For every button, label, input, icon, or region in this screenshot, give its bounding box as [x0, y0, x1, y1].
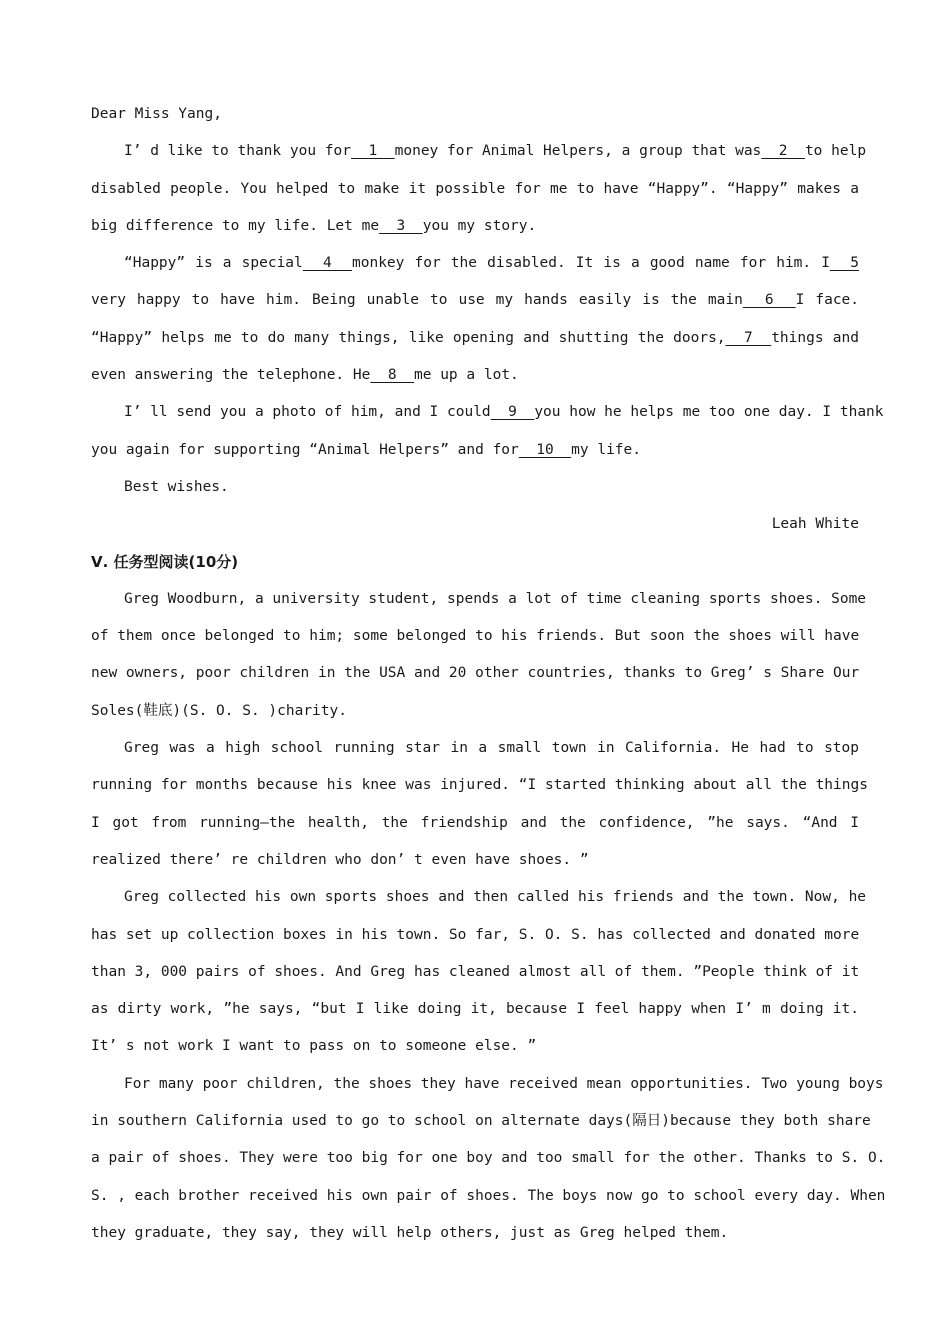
letter-paragraph-1-line-1 [91, 133, 867, 170]
blank-9: 9 [490, 404, 535, 421]
letter-paragraph-3-line-2 [91, 432, 859, 469]
passage-paragraph-1-line: new owners, poor children in the USA and 20 other countries, thanks to Greg’ s Share Our [91, 665, 860, 682]
text-span: you my story. [422, 217, 537, 234]
text-span: you how he helps me too one day. I thank [534, 404, 884, 421]
text-span: money for Animal Helpers, a group that was [394, 143, 762, 160]
text-span: my life. [571, 441, 641, 458]
blank-5: 5 [830, 255, 859, 272]
passage-paragraph-2-line: realized there’ re children who don’ t even have shoes. ” [91, 851, 589, 868]
passage-paragraph-3-line: has set up collection boxes in his town. So far, S. O. S. has collected and donated more [91, 926, 860, 943]
letter-paragraph-2-line-1 [91, 245, 859, 282]
passage-paragraph-1-line: of them once belonged to him; some belonged to his friends. But soon the shoes will have [91, 628, 860, 645]
passage-paragraph-2-line: Greg was a high school running star in a small town in California. He had to stop [124, 740, 859, 757]
blank-2: 2 [761, 143, 805, 160]
text-span: you again for supporting “Animal Helpers” and for [91, 441, 519, 458]
blank-7: 7 [725, 329, 772, 346]
passage-paragraph-4-line: For many poor children, the shoes they have received mean opportunities. Two young boys [124, 1075, 884, 1092]
document-page [91, 96, 886, 1252]
text-span: I’ ll send you a photo of him, and I could [124, 404, 491, 421]
passage-paragraph-3-line: It’ s not work I want to pass on to someone else. ” [91, 1038, 537, 1055]
blank-3: 3 [379, 217, 423, 234]
text-span: things and [771, 329, 859, 346]
text-span: big difference to my life. Let me [91, 217, 380, 234]
text-span: very happy to have him. Being unable to use my hands easily is the main [91, 292, 743, 309]
passage-paragraph-4-line: S. , each brother received his own pair of shoes. The boys now go to school every day. When [91, 1187, 886, 1204]
text-span: I face. [795, 292, 860, 309]
blank-1: 1 [350, 143, 395, 160]
section-title: Ⅴ. 任务型阅读(10分) [91, 552, 239, 571]
text-span: even answering the telephone. He [91, 367, 371, 384]
passage-paragraph-4-line: in southern California used to go to school on alternate days(隔日)because they both share [91, 1113, 871, 1130]
letter-paragraph-2-line-3 [91, 320, 859, 357]
letter-paragraph-1-line-3 [91, 208, 859, 245]
letter-paragraph-2-line-4 [91, 357, 859, 394]
passage-paragraph-4-line: a pair of shoes. They were too big for one boy and too small for the other. Thanks to S. O. [91, 1150, 886, 1167]
letter-paragraph-3-line-1 [91, 394, 884, 431]
blank-6: 6 [742, 292, 796, 309]
letter-greeting: Dear Miss Yang, [91, 106, 222, 122]
letter-paragraph-2-line-2 [91, 282, 859, 319]
text-span: “Happy” is a special [124, 255, 303, 272]
text-span: I’ d like to thank you for [124, 143, 351, 160]
blank-10: 10 [518, 441, 572, 458]
passage-paragraph-1-line: Soles(鞋底)(S. O. S. )charity. [91, 702, 347, 719]
passage-paragraph-1-line: Greg Woodburn, a university student, spends a lot of time cleaning sports shoes. Some [124, 590, 867, 607]
passage-paragraph-3-line: than 3, 000 pairs of shoes. And Greg has cleaned almost all of them. ”People think of it [91, 963, 860, 980]
text-span: monkey for the disabled. It is a good name for him. I [352, 255, 830, 272]
blank-4: 4 [302, 255, 352, 272]
passage-paragraph-2-line: running for months because his knee was injured. “I started thinking about all the things [91, 777, 868, 794]
letter-closing: Best wishes. [124, 478, 229, 495]
letter-paragraph-1-line-2: disabled people. You helped to make it possible for me to have “Happy”. “Happy” makes a [91, 180, 859, 197]
passage-paragraph-3-line: as dirty work, ”he says, “but I like doing it, because I feel happy when I’ m doing it. [91, 1001, 859, 1018]
letter-signature: Leah White [771, 516, 859, 533]
text-span: me up a lot. [414, 367, 519, 384]
blank-8: 8 [370, 367, 415, 384]
passage-paragraph-4-line: they graduate, they say, they will help others, just as Greg helped them. [91, 1224, 729, 1241]
passage-paragraph-2-line: I got from running—the health, the friendship and the confidence, ”he says. “And I [91, 814, 859, 831]
passage-paragraph-3-line: Greg collected his own sports shoes and then called his friends and the town. Now, he [124, 889, 867, 906]
text-span: “Happy” helps me to do many things, like opening and shutting the doors, [91, 329, 726, 346]
text-span: to help [804, 143, 867, 160]
